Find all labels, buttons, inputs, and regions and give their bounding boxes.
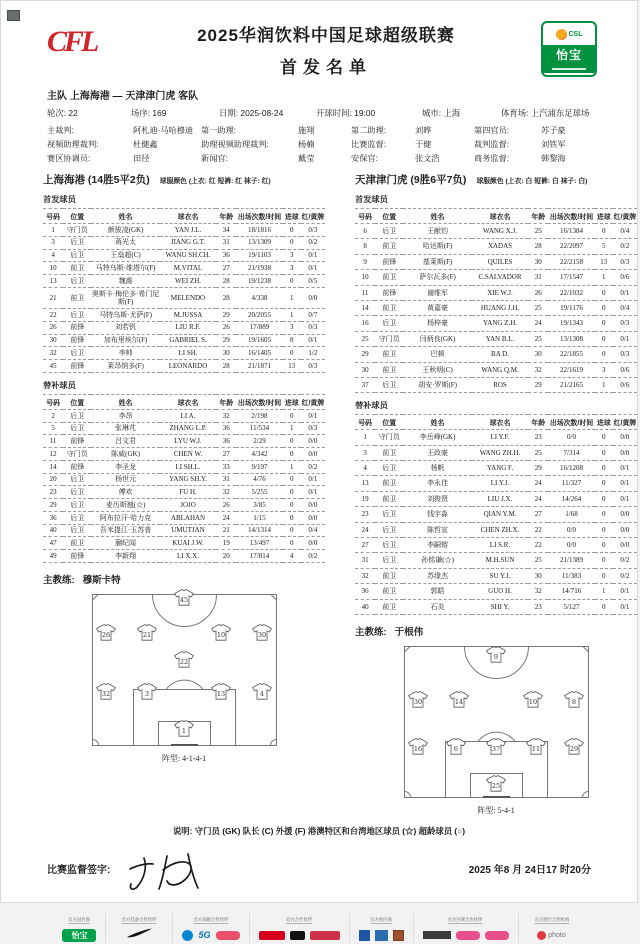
regional-pink2-logo — [485, 931, 509, 940]
sponsor-tier-label: 官方合作伙伴 — [286, 916, 312, 924]
title-block — [117, 21, 535, 78]
column-header: 号码 — [358, 420, 372, 428]
jersey-icon-11 — [525, 738, 547, 760]
column-header: 进球 — [284, 399, 299, 407]
player-row: 29 前卫 巴顿 BA D. 30 22/1855 0 0/3 — [355, 347, 637, 362]
column-header: 进球 — [284, 214, 299, 221]
jersey-icon-30 — [407, 691, 429, 713]
column-header: 号码 — [358, 214, 372, 221]
player-row: 37 后卫 胡安·罗斯(F) ROS 29 21/2165 1 0/6 — [355, 377, 637, 392]
player-row: 11 前锋 吕文君 LYU W.J. 36 2/29 0 0/0 — [43, 435, 325, 448]
jersey-icon-25 — [485, 775, 507, 797]
player-row: 4 后卫 杨帆 YANG F. 29 16/1208 0 0/1 — [355, 461, 637, 476]
player-row: 30 前锋 加布里埃尔(F) GABRIEL S. 29 19/1605 8 0/1 — [43, 334, 325, 347]
away-formation-caption: 阵型: 5-4-1 — [477, 805, 515, 815]
column-header: 出场次数/时间 — [549, 420, 594, 428]
home-coach-line: 主教练: 穆斯卡特 — [43, 575, 121, 586]
page-subtitle: 首发名单 — [280, 58, 372, 77]
player-row: 16 后卫 杨梓豪 YANG Z.H. 24 19/1343 0 0/3 — [355, 316, 637, 331]
player-row: 21 前卫 奥斯卡·梅伦多·希门尼斯(F) MELENDO 28 4/338 1 0/0 — [43, 287, 325, 308]
match-info-row — [1, 102, 637, 119]
jersey-icon-30 — [251, 624, 273, 646]
official-label: 第四官员: — [474, 126, 510, 135]
legend-note: 说明: 守门员 (GK) 队长 (C) 外援 (F) 港澳特区和台湾地区球员 (☆) 超龄球员 (○) — [172, 825, 466, 836]
player-row: 13 前卫 李永佳 LI Y.J. 24 11/327 0 0/1 — [355, 476, 637, 491]
player-row: 22 后卫 马特乌斯·尤萨(F) M.JUSSA 29 20/2055 1 0/7 — [43, 308, 325, 321]
jersey-icon-14 — [448, 691, 470, 713]
jersey-icon-22 — [173, 651, 195, 673]
player-row: 6 后卫 王献钧 WANG X.J. 25 16/1384 0 0/4 — [355, 224, 637, 239]
svg-text:6: 6 — [454, 745, 459, 754]
player-row: 32 后卫 李帅 LI SH. 30 16/1405 0 1/2 — [43, 347, 325, 360]
jersey-icon-6 — [445, 738, 467, 760]
svg-text:26: 26 — [102, 631, 111, 640]
stadium-info: 体育场: 上汽浦东足球场 — [501, 108, 590, 118]
player-row: 14 前锋 李圣龙 LI SH.L. 33 9/197 1 0/2 — [43, 460, 325, 473]
table-header-row — [43, 209, 325, 224]
away-team-name: 天津津门虎 (9胜6平7负) — [355, 174, 467, 186]
header — [1, 1, 637, 78]
official-name: 杨楠 — [298, 140, 315, 149]
column-header: 出场次数/时间 — [549, 214, 594, 221]
player-row: 27 后卫 李嗣镕 LI S.R. 22 0/0 0 0/0 — [355, 538, 637, 553]
cfl-league-logo — [47, 21, 117, 57]
column-header: 位置 — [70, 214, 85, 221]
away-coach-name: 于根伟 — [394, 626, 424, 638]
sponsor-group — [518, 913, 585, 943]
column-header: 姓名 — [118, 214, 133, 221]
svg-text:1: 1 — [181, 726, 187, 735]
official-label: 第二助理: — [351, 126, 387, 135]
sponsor-tier-label: 官方区域合作伙伴 — [448, 916, 483, 924]
official-name: 韩黎海 — [541, 154, 566, 163]
player-row: 45 前锋 莱昂纳多(F) LEONARDO 28 21/1871 13 0/3 — [43, 360, 325, 373]
sign-datetime: 2025 年8 月 24日17 时20分 — [468, 864, 591, 876]
home-formation-caption: 阵型: 4-1-4-1 — [161, 754, 207, 763]
player-row: 30 前卫 王秋明(C) WANG Q.M. 32 22/1619 3 0/6 — [355, 362, 637, 377]
jersey-icon-4 — [251, 683, 273, 705]
svg-text:11: 11 — [531, 745, 540, 754]
home-team-column — [43, 172, 325, 816]
player-row: 10 前卫 马特乌斯·维塔尔(F) M.VITAL 27 21/1938 3 0/1 — [43, 262, 325, 275]
away-kit-colors: 球服颜色 (上衣: 白 短裤: 白 袜子: 白) — [476, 178, 588, 185]
official-label: 安保官: — [351, 154, 378, 163]
official-label: 第一助理: — [201, 126, 237, 135]
player-row: 10 前卫 萨尔瓦多(F) C.SALVADOR 31 17/1547 1 0/6 — [355, 270, 637, 285]
official-label: 视频助理裁判: — [47, 140, 99, 149]
column-header: 球衣名 — [177, 399, 199, 407]
official-name: 于健 — [415, 140, 432, 149]
jersey-icon-16 — [407, 738, 429, 760]
jersey-icon-45 — [173, 589, 195, 611]
svg-text:30: 30 — [414, 698, 423, 707]
away-formation-pitch — [404, 646, 589, 798]
player-row: 19 前卫 刘俊贤 LIU J.X. 24 14/264 0 0/1 — [355, 491, 637, 506]
column-header: 球衣名 — [489, 420, 511, 428]
column-header: 出场次数/时间 — [237, 214, 282, 221]
svg-text:45: 45 — [179, 596, 189, 605]
player-row: 36 后卫 阿布拉汗·哈力克 ABLAHAN 24 1/15 0 0/0 — [43, 511, 325, 524]
column-header: 年龄 — [531, 420, 546, 428]
column-header: 红/黄牌 — [301, 214, 325, 221]
supervisor-signature — [120, 851, 210, 897]
away-starters-label: 首发球员 — [355, 195, 388, 204]
official-name: 刘晔 — [415, 126, 432, 135]
player-row: 2 后卫 李昂 LI A. 32 2/198 0 0/1 — [43, 409, 325, 422]
player-row: 3 后卫 蒋光太 JIANG G.T. 31 13/1309 0 0/2 — [43, 236, 325, 249]
sponsor-group — [53, 913, 105, 943]
partner-red2-logo — [259, 931, 285, 940]
partner-red-logo — [216, 931, 240, 940]
home-team-name: 上海海港 (14胜5平2负) — [43, 174, 150, 186]
sponsor-tier-label: 官方冠名商 — [69, 916, 91, 924]
player-row: 1 守门员 李岳峰(GK) LI Y.F. 23 0/0 0 0/0 — [355, 430, 637, 445]
svg-text:8: 8 — [571, 698, 576, 707]
official-name: 施翔 — [298, 126, 315, 135]
table-header-row — [355, 415, 637, 430]
table-header-row — [43, 394, 325, 409]
jersey-icon-37 — [485, 738, 507, 760]
player-row: 32 前卫 苏缘杰 SU Y.J. 30 11/383 0 0/2 — [355, 568, 637, 583]
column-header: 年龄 — [219, 399, 234, 407]
home-starters-table — [43, 208, 325, 373]
column-header: 进球 — [596, 420, 611, 428]
player-row: 23 后卫 傅欢 FU H. 32 5/255 0 0/1 — [43, 486, 325, 499]
jersey-icon-10 — [522, 691, 544, 713]
photo-agency-logo: photo — [537, 931, 566, 940]
official-name: 戴莹 — [298, 154, 315, 163]
player-row: 12 守门员 陈威(GK) CHEN W. 27 4/342 0 0/0 — [43, 448, 325, 461]
sponsor-tier-label: 官方高级合作伙伴 — [194, 916, 229, 924]
jersey-icon-3 — [136, 683, 158, 705]
jersey-icon-21 — [136, 624, 158, 646]
jersey-icon-29 — [563, 738, 585, 760]
column-header: 位置 — [382, 420, 397, 428]
jersey-icon-13 — [210, 683, 232, 705]
home-formation-pitch — [92, 594, 277, 746]
away-subs-table — [355, 414, 637, 615]
csl-ball-icon — [556, 29, 567, 40]
official-label: 比赛监督: — [351, 140, 387, 149]
jersey-icon-9 — [485, 646, 507, 668]
svg-text:10: 10 — [528, 698, 538, 707]
city-info: 城市: 上海 — [422, 108, 461, 118]
player-row: 13 后卫 魏震 WEI ZH. 28 19/1238 0 0/5 — [43, 275, 325, 288]
official-name: 苏子豪 — [541, 126, 566, 135]
column-header: 球衣名 — [489, 214, 511, 221]
home-starters-label: 首发球员 — [43, 195, 76, 204]
5g-logo: 5G — [198, 930, 211, 941]
column-header: 年龄 — [219, 214, 234, 221]
supplier-blue-logo — [359, 930, 370, 941]
player-row: 47 前卫 蒯纪闻 KUAI J.W. 19 13/497 0 0/0 — [43, 537, 325, 550]
sponsor-group — [349, 913, 413, 943]
svg-text:10: 10 — [216, 631, 226, 640]
svg-text:3: 3 — [144, 690, 150, 699]
regional-pink-logo — [456, 931, 480, 940]
yibao-logo-subline — [543, 65, 595, 73]
scan-artifact — [7, 10, 20, 21]
column-header: 位置 — [70, 399, 85, 407]
officials-grid — [1, 119, 637, 164]
official-name: 田径 — [133, 154, 150, 163]
svg-text:22: 22 — [179, 658, 189, 667]
player-row: 3 前卫 王政豪 WANG ZH.H. 25 7/314 0 0/0 — [355, 445, 637, 460]
player-row: 40 前卫 石炎 SHI Y. 23 5/127 0 0/1 — [355, 599, 637, 614]
official-label: 商务监督: — [474, 154, 510, 163]
player-row: 36 前卫 郭皓 GUO H. 32 14/716 1 0/1 — [355, 584, 637, 599]
player-row: 40 后卫 吾米提江·玉苏普 UMUTJAN 21 14/1314 0 0/4 — [43, 524, 325, 537]
svg-text:25: 25 — [491, 781, 501, 790]
official-label: 裁判监督: — [474, 140, 510, 149]
teams-line: 主队 上海海港 — 天津津门虎 客队 — [47, 91, 199, 102]
home-subs-label: 替补球员 — [43, 380, 76, 390]
player-row: 20 后卫 杨世元 YANG SH.Y. 31 4/76 0 0/1 — [43, 473, 325, 486]
date-info: 日期: 2025-08-24 — [219, 108, 284, 118]
column-header: 姓名 — [430, 214, 445, 221]
player-row: 14 前卫 黄嘉豪 HUANG J.H. 25 19/1176 0 0/4 — [355, 300, 637, 315]
nike-logo — [125, 926, 153, 944]
player-row: 1 守门员 颜骏凌(GK) YAN J.L. 34 18/1816 0 0/3 — [43, 224, 325, 237]
player-row: 26 前锋 刘若钒 LIU R.F. 26 17/889 3 0/3 — [43, 321, 325, 334]
column-header: 号码 — [46, 214, 60, 221]
signature-row — [1, 851, 637, 897]
player-row: 8 前卫 哈达斯(F) XADAS 28 22/2097 5 0/2 — [355, 239, 637, 254]
player-row: 11 前锋 谢维军 XIE W.J. 26 22/1032 0 0/1 — [355, 285, 637, 300]
svg-text:9: 9 — [493, 652, 499, 661]
jersey-icon-26 — [95, 624, 117, 646]
sponsor-group — [105, 913, 172, 943]
sponsor-tier-label: 官方装备合作伙伴 — [122, 916, 157, 924]
official-label: 主裁判: — [47, 126, 74, 135]
column-header: 红/黄牌 — [301, 399, 325, 407]
column-header: 姓名 — [430, 420, 445, 428]
jersey-icon-8 — [563, 691, 585, 713]
official-name: 张文浩 — [415, 154, 440, 163]
column-header: 红/黄牌 — [613, 214, 637, 221]
player-row: 4 后卫 王燊超(C) WANG SH.CH. 36 19/1103 3 0/1 — [43, 249, 325, 262]
yibao-sponsor-logo — [541, 21, 597, 77]
player-row: 5 后卫 张琳芃 ZHANG L.P. 36 11/534 1 0/3 — [43, 422, 325, 435]
yibao-logo-text: 怡宝 — [543, 45, 595, 65]
home-subs-table — [43, 394, 325, 563]
jersey-icon-1 — [173, 720, 195, 742]
svg-text:29: 29 — [569, 745, 578, 754]
svg-text:37: 37 — [491, 745, 501, 754]
player-row: 24 后卫 陈哲宣 CHEN ZH.X. 22 0/0 0 0/0 — [355, 522, 637, 537]
svg-text:4: 4 — [259, 690, 264, 699]
sign-label: 比赛监督签字: — [47, 864, 111, 876]
sponsor-tier-label: 官方供应商 — [370, 916, 392, 924]
tv-logo — [290, 931, 305, 940]
svg-text:13: 13 — [216, 690, 226, 699]
official-name: 杜健鑫 — [133, 140, 158, 149]
player-row: 9 前锋 基莱斯(F) QUILES 30 22/2158 13 0/3 — [355, 254, 637, 269]
jersey-icon-10 — [210, 624, 232, 646]
official-label: 赛区协调员: — [47, 154, 91, 163]
sequence-info: 场序: 169 — [131, 108, 167, 118]
away-coach-line: 主教练: 于根伟 — [355, 626, 424, 638]
player-row: 29 后卫 麦历斯翘(☆) JOJO 26 3/85 0 0/0 — [43, 499, 325, 512]
column-header: 红/黄牌 — [613, 420, 637, 428]
column-header: 出场次数/时间 — [237, 399, 282, 407]
official-label: 助理视频助理裁判: — [201, 140, 269, 149]
page-title: 2025华润饮料中国足球超级联赛 — [197, 26, 455, 45]
column-header: 号码 — [46, 399, 60, 407]
supplier-blue2-logo — [375, 930, 388, 941]
table-header-row — [355, 209, 637, 224]
column-header: 姓名 — [118, 399, 133, 407]
column-header: 球衣名 — [177, 214, 199, 221]
away-starters-table — [355, 208, 637, 393]
supplier-orange-logo — [393, 930, 404, 941]
away-subs-label: 替补球员 — [355, 401, 388, 411]
sponsor-group — [249, 913, 349, 943]
official-name: 阿札迪·马哈穆迪 — [133, 126, 194, 135]
china-mobile-logo — [182, 930, 193, 941]
sponsor-group — [413, 913, 518, 943]
yibao-logo: 怡宝 — [62, 929, 96, 942]
kickoff-info: 开球时间: 19:00 — [316, 108, 376, 118]
official-label: 新闻官: — [201, 154, 228, 163]
csl-logo-text: CSL — [568, 30, 583, 38]
svg-text:32: 32 — [102, 690, 111, 699]
away-team-column — [355, 172, 637, 816]
jersey-icon-32 — [95, 683, 117, 705]
regional-dark-logo — [423, 931, 451, 939]
column-header: 进球 — [596, 214, 611, 221]
column-header: 位置 — [382, 214, 397, 221]
home-coach-name: 穆斯卡特 — [82, 575, 121, 586]
svg-text:30: 30 — [257, 631, 266, 640]
sponsor-group — [172, 913, 248, 943]
cfl-logo-text: CFL — [47, 25, 97, 58]
beer-logo — [310, 931, 340, 940]
round-info: 轮次: 22 — [47, 108, 78, 118]
sponsor-tier-label: 官方图片合作机构 — [534, 916, 569, 924]
player-row: 49 前锋 李新翔 LI X.X. 20 17/814 4 0/2 — [43, 550, 325, 563]
column-header: 年龄 — [531, 214, 546, 221]
svg-text:21: 21 — [142, 631, 152, 640]
home-kit-colors: 球服颜色 (上衣: 红 短裤: 红 袜子: 红) — [159, 178, 271, 185]
svg-text:16: 16 — [414, 745, 423, 754]
official-name: 刘铁军 — [541, 140, 566, 149]
player-row: 25 守门员 闫炳良(GK) YAN B.L. 25 13/1308 0 0/1 — [355, 331, 637, 346]
sponsor-strip — [1, 913, 637, 943]
player-row: 23 后卫 钱宇淼 QIAN Y.M. 27 1/68 0 0/0 — [355, 507, 637, 522]
svg-text:14: 14 — [454, 698, 464, 707]
player-row: 31 后卫 孙铭谦(☆) M.H.SUN 25 21/1389 0 0/2 — [355, 553, 637, 568]
